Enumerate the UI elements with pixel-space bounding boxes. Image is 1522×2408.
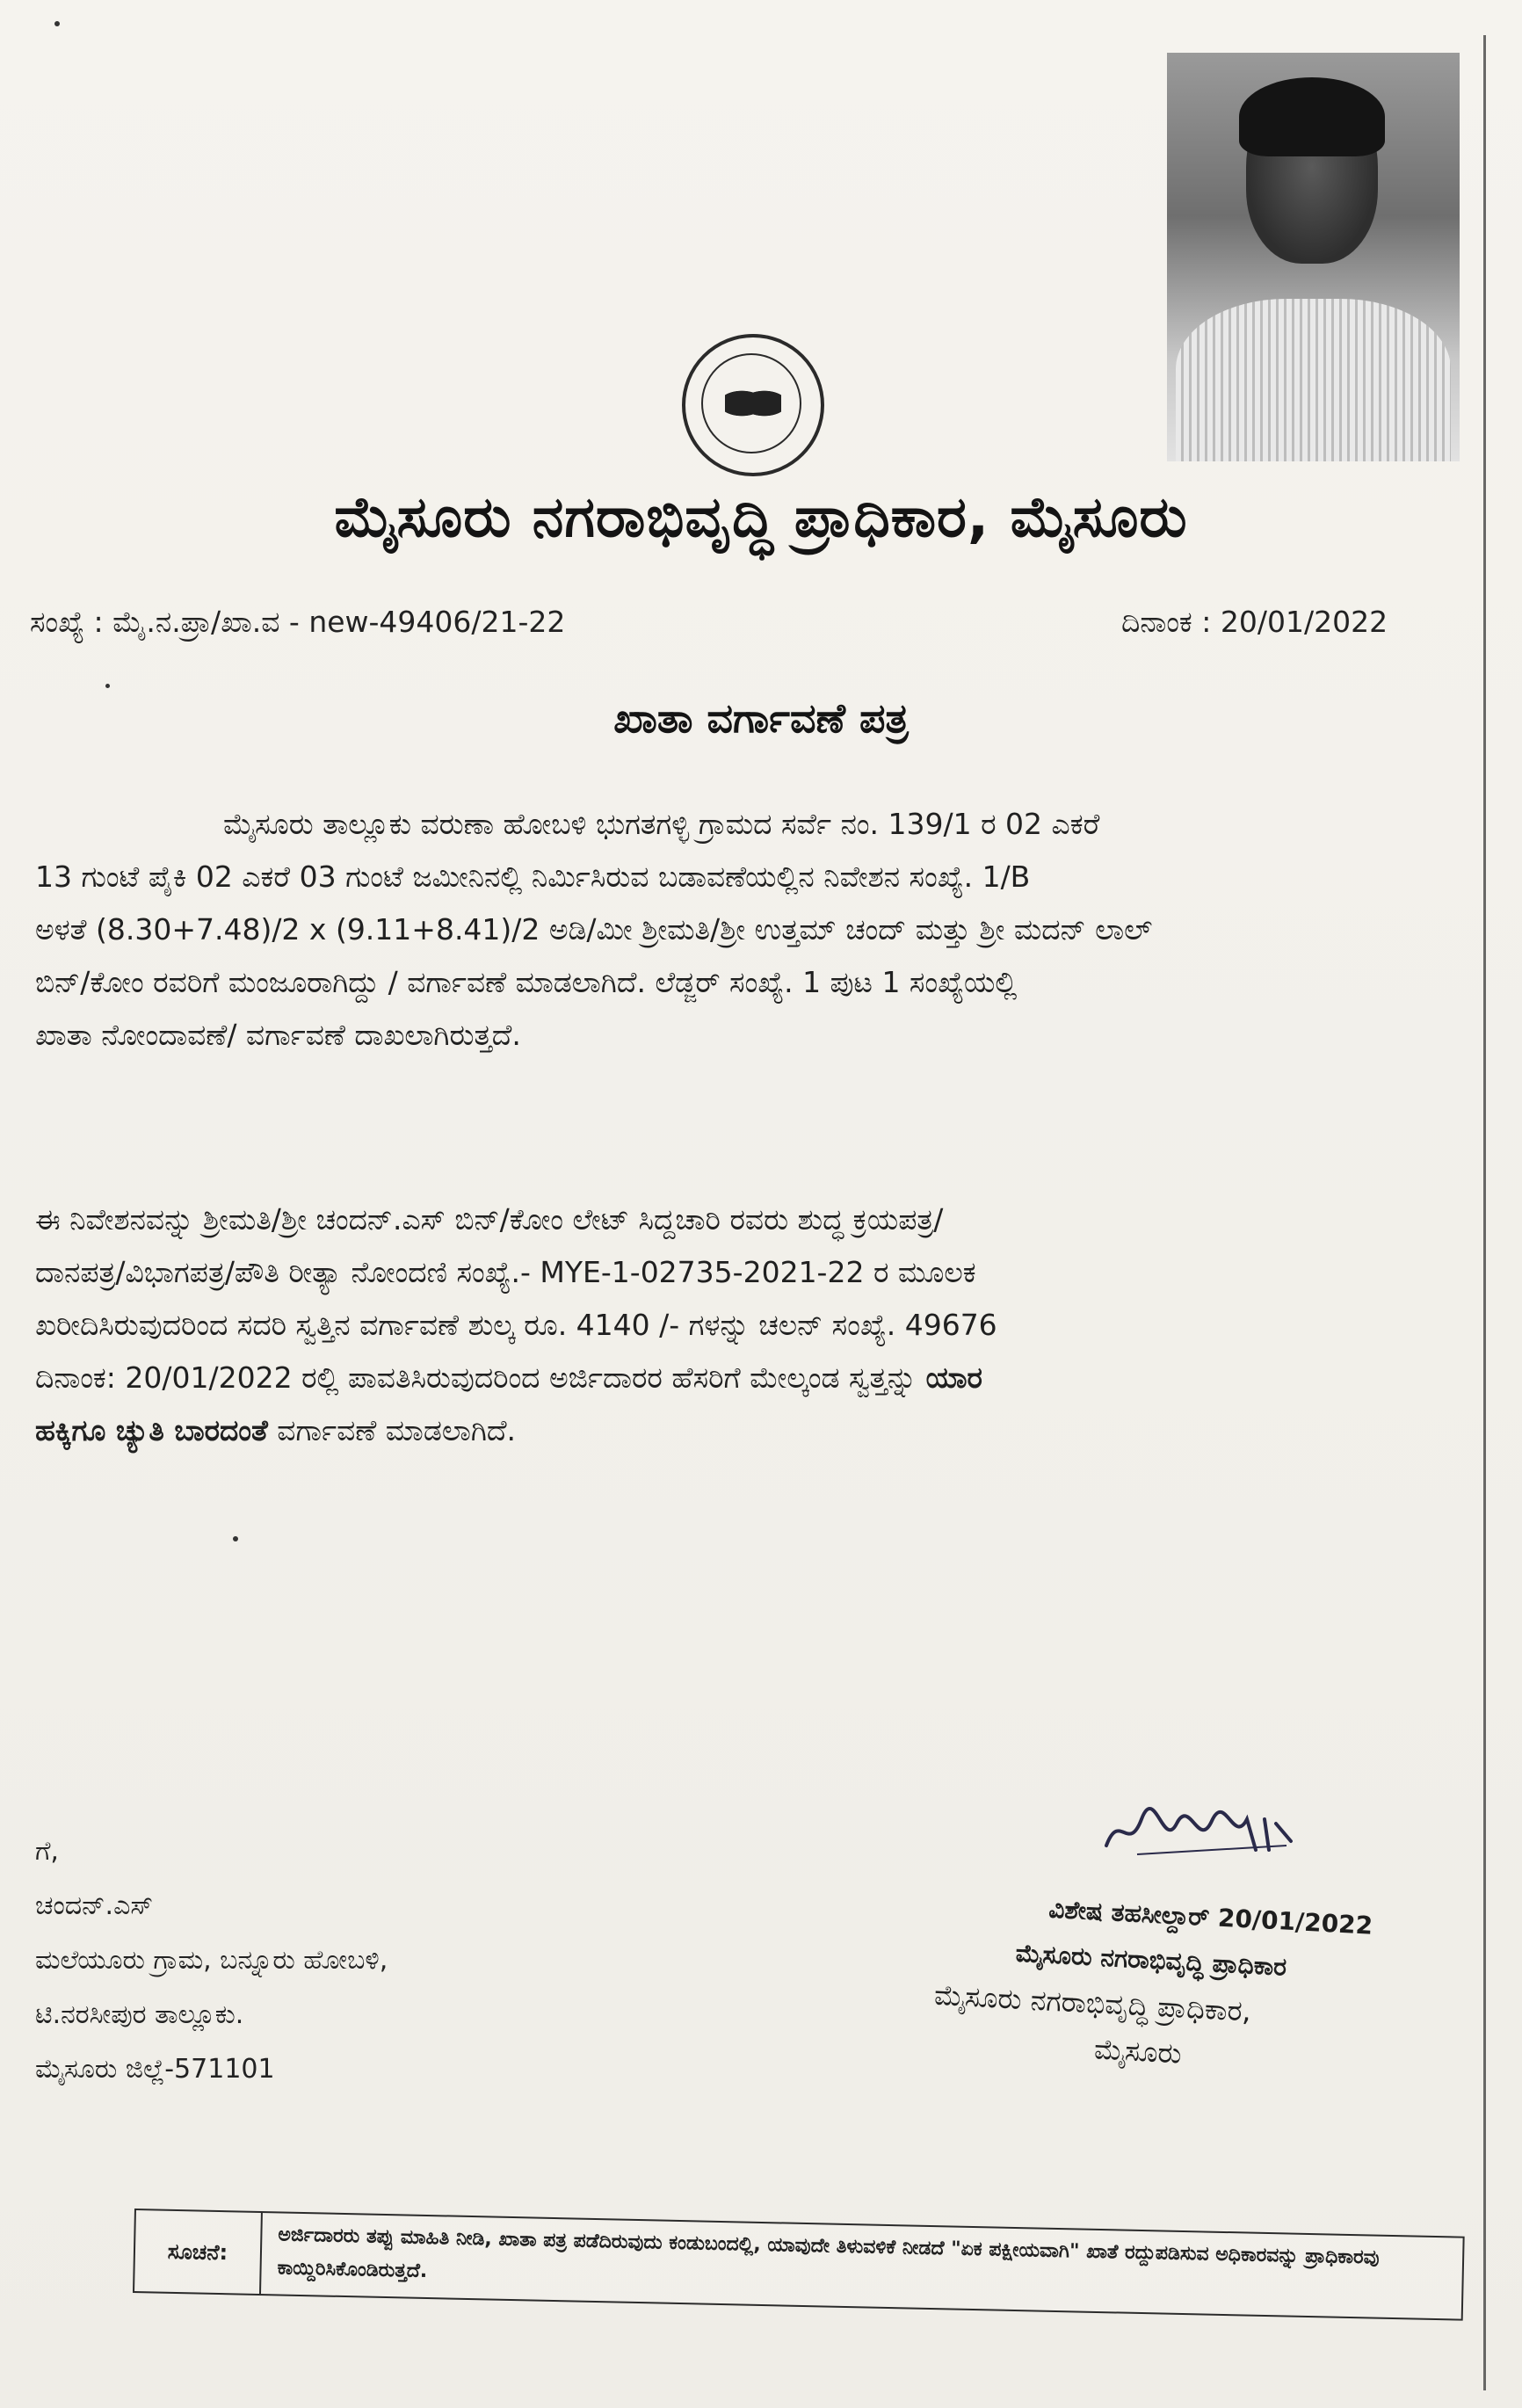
- signatory-authority: ಮೈಸೂರು ನಗರಾಭಿವೃದ್ಧಿ ಪ್ರಾಧಿಕಾರ,: [933, 1977, 1252, 2028]
- addressee-block: [35, 1824, 388, 2097]
- signatory-city: ಮೈಸೂರು: [1093, 2032, 1183, 2071]
- paragraph-line: ಈ ನಿವೇಶನವನ್ನು ಶ್ರೀಮತಿ/ಶ್ರೀ ಚಂದನ್.ಎಸ್ ಬಿನ್/ಕೋಂ ಲೇಟ್ ಸಿದ್ದಚಾರಿ ರವರು ಶುದ್ಧ ಕ್ರಯಪತ್ರ/: [35, 1202, 944, 1237]
- paragraph-line: ಖರೀದಿಸಿರುವುದರಿಂದ ಸದರಿ ಸ್ವತ್ತಿನ ವರ್ಗಾವಣೆ ಶುಲ್ಕ ರೂ. 4140 /- ಗಳನ್ನು ಚಲನ್ ಸಂಖ್ಯೆ. 49676: [35, 1308, 997, 1342]
- authority-seal-icon: [682, 334, 824, 476]
- seal-elephant-emblem: [725, 381, 781, 425]
- paragraph-text: ವರ್ಗಾವಣೆ ಮಾಡಲಾಗಿದೆ.: [267, 1413, 517, 1447]
- authority-title: ಮೈಸೂರು ನಗರಾಭಿವೃದ್ಧಿ ಪ್ರಾಧಿಕಾರ, ಮೈಸೂರು: [334, 485, 1188, 550]
- signatory-stamp-line: ಮೈಸೂರು ನಗರಾಭಿವೃದ್ಧಿ ಪ್ರಾಧಿಕಾರ: [1014, 1938, 1287, 1982]
- applicant-photo: [1167, 53, 1460, 461]
- transfer-paragraph-1: [35, 798, 1152, 1062]
- document-title: ಖಾತಾ ವರ್ಗಾವಣೆ ಪತ್ರ: [613, 694, 909, 742]
- paragraph-line: 13 ಗುಂಟೆ ಪೈಕಿ 02 ಎಕರೆ 03 ಗುಂಟೆ ಜಮೀನಿನಲ್ಲಿ ನಿರ್ಮಿಸಿರುವ ಬಡಾವಣೆಯಲ್ಲಿನ ನಿವೇಶನ ಸಂಖ್ಯೆ. 1/B: [35, 859, 1031, 894]
- scan-speck: [233, 1536, 238, 1541]
- page-edge-line: [1483, 35, 1486, 2390]
- notice-text: ಅರ್ಜಿದಾರರು ತಪ್ಪು ಮಾಹಿತಿ ನೀಡಿ, ಖಾತಾ ಪತ್ರ ಪಡೆದಿರುವುದು ಕಂಡುಬಂದಲ್ಲಿ, ಯಾವುದೇ ತಿಳುವಳಿಕೆ ನೀಡದೆ "ಏಕ ಪಕ್ಷೀಯವಾಗಿ" ಖಾತೆ ರದ್ದುಪಡಿಸುವ ಅಧಿಕಾರವನ್ನು ಪ್ರಾಧಿಕಾರವು ಕಾಯ್ದಿರಿಸಿಕೊಂಡಿರುತ್ತದೆ.: [277, 2223, 1380, 2282]
- handwritten-signature: [1102, 1802, 1295, 1863]
- addressee-address-line: ಮೈಸೂರು ಜಿಲ್ಲೆ-571101: [35, 2054, 275, 2085]
- paragraph-bold-text: ಯಾರ: [925, 1360, 983, 1395]
- paragraph-bold-text: ಹಕ್ಕಿಗೂ ಚ್ಯುತಿ ಬಾರದಂತೆ: [35, 1413, 268, 1447]
- addressee-salutation: ಗೆ,: [35, 1836, 59, 1867]
- paragraph-line: ಬಿನ್/ಕೋಂ ರವರಿಗೆ ಮಂಜೂರಾಗಿದ್ದು / ವರ್ಗಾವಣೆ ಮಾಡಲಾಗಿದೆ. ಲೆಡ್ಜರ್ ಸಂಖ್ಯೆ. 1 ಪುಟ 1 ಸಂಖ್ಯೆಯಲ್ಲಿ: [35, 965, 1018, 999]
- paragraph-line: [35, 1404, 997, 1457]
- paragraph-text: ದಿನಾಂಕ: 20/01/2022 ರಲ್ಲಿ ಪಾವತಿಸಿರುವುದರಿಂದ ಅರ್ಜಿದಾರರ ಹೆಸರಿಗೆ ಮೇಲ್ಕಂಡ ಸ್ವತ್ತನ್ನು: [35, 1360, 917, 1395]
- addressee-name: ಚಂದನ್.ಎಸ್: [35, 1890, 154, 1921]
- issue-date: ದಿನಾಂಕ : 20/01/2022: [1121, 605, 1388, 639]
- paragraph-line: ಮೈಸೂರು ತಾಲ್ಲೂಕು ವರುಣಾ ಹೋಬಳಿ ಭುಗತಗಳ್ಳಿ ಗ್ರಾಮದ ಸರ್ವೆ ನಂ. 139/1 ರ 02 ಎಕರೆ: [223, 807, 1100, 841]
- paragraph-line: ಖಾತಾ ನೋಂದಾವಣೆ/ ವರ್ಗಾವಣೆ ದಾಖಲಾಗಿರುತ್ತದೆ.: [35, 1018, 521, 1052]
- reference-number: ಸಂಖ್ಯೆ : ಮೈ.ನ.ಪ್ರಾ/ಖಾ.ವ - new-49406/21-22: [30, 605, 566, 639]
- addressee-address-line: ಮಲೆಯೂರು ಗ್ರಾಮ, ಬನ್ನೂರು ಹೋಬಳಿ,: [35, 1945, 388, 1976]
- notice-label: ಸೂಚನೆ:: [134, 2210, 263, 2294]
- signatory-block: [931, 1881, 1373, 2086]
- paragraph-line: ಅಳತೆ (8.30+7.48)/2 x (9.11+8.41)/2 ಅಡಿ/ಮೀ ಶ್ರೀಮತಿ/ಶ್ರೀ ಉತ್ತಮ್ ಚಂದ್ ಮತ್ತು ಶ್ರೀ ಮದನ್ ಲಾಲ್: [35, 912, 1153, 947]
- addressee-address-line: ಟಿ.ನರಸೀಪುರ ತಾಲ್ಲೂಕು.: [35, 1999, 244, 2030]
- scan-speck: [54, 21, 60, 26]
- photo-hair: [1239, 77, 1385, 156]
- paragraph-line: [35, 1352, 997, 1404]
- scan-speck: [105, 684, 110, 688]
- transfer-paragraph-2: [35, 1193, 997, 1457]
- paragraph-line: ದಾನಪತ್ರ/ವಿಭಾಗಪತ್ರ/ಪೌತಿ ರೀತ್ಯಾ ನೋಂದಣಿ ಸಂಖ್ಯೆ.- MYE-1-02735-2021-22 ರ ಮೂಲಕ: [35, 1255, 976, 1289]
- signatory-designation: ವಿಶೇಷ ತಹಸೀಲ್ದಾರ್ 20/01/2022: [1047, 1894, 1373, 1940]
- notice-box: [133, 2209, 1465, 2321]
- photo-shirt: [1176, 299, 1451, 461]
